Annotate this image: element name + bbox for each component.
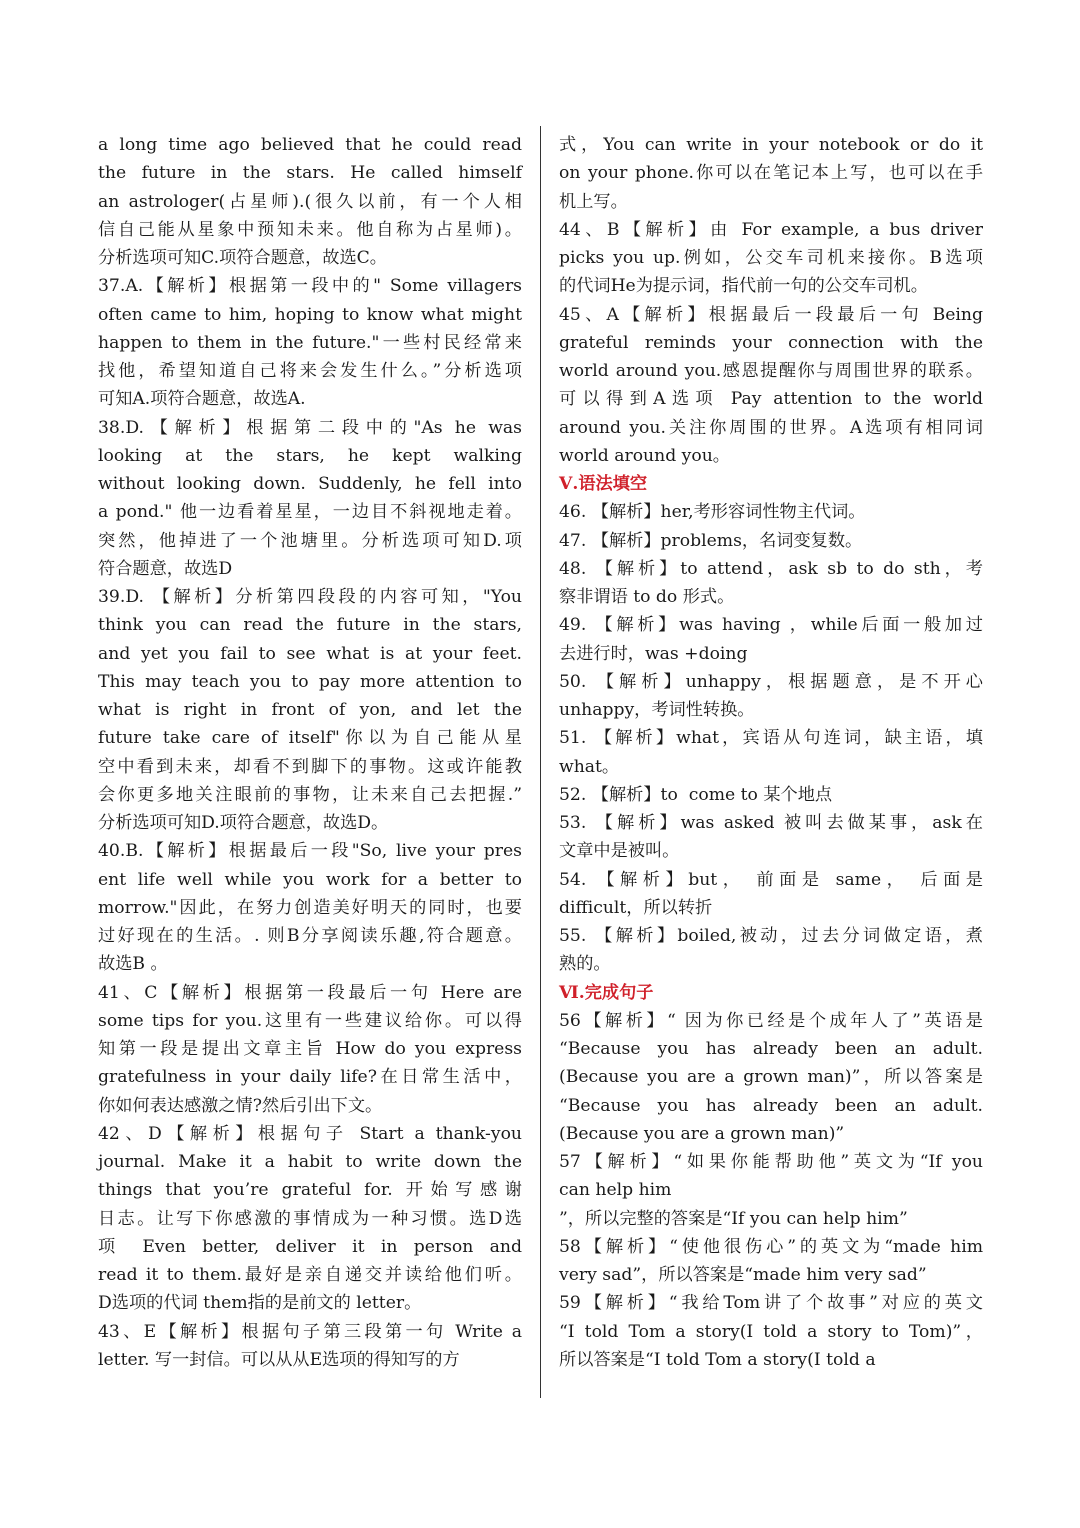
text-line: 51. 【解析】what，宾语从句连词，缺主语，填 [559, 728, 983, 749]
text-line: 信自己能从星象中预知未来。他自称为占星师)。 [98, 219, 522, 240]
text-line: 故选B 。 [98, 954, 168, 975]
text-line: a pond." 他一边看着星星，一边目不斜视地走着。 [98, 502, 522, 523]
text-line: world around you。 [559, 445, 730, 466]
text-line: looking at the stars, he kept walking [98, 445, 522, 466]
text-line: 去进行时，was +doing [559, 643, 748, 664]
text-line: 文章中是被叫。 [559, 841, 680, 862]
text-line: happen to them in the future."一些村民经常来 [98, 332, 522, 353]
text-line: 47. 【解析】problems，名词变复数。 [559, 530, 863, 551]
text-line: often came to him, hoping to know what might [98, 304, 522, 325]
text-line: an astrologer(占星师).(很久以前，有一个人相 [98, 191, 522, 212]
text-line: can help him [559, 1180, 672, 1201]
text-line: 52. 【解析】to come to 某个地点 [559, 784, 833, 805]
text-line: 所以答案是“I told Tom a story(I told a [559, 1349, 876, 1370]
text-line: world around you.感恩提醒你与周围世界的联系。 [559, 361, 983, 381]
text-line: 项 Even better, deliver it in person and [98, 1236, 522, 1257]
text-line: 找他，希望知道自己将来会发生什么。”分析选项 [98, 361, 522, 381]
text-line: what is right in front of yon, and let the [98, 700, 522, 720]
text-line: This may teach you to pay more attention to [98, 671, 522, 692]
text-line: a long time ago believed that he could read [98, 135, 522, 155]
text-line: “I told Tom a story(I told a story to Tom)”， [559, 1321, 983, 1342]
text-line: very sad”，所以答案是“made him very sad” [559, 1265, 927, 1285]
text-line: 58【解析】“使他很伤心”的英文为“made him [559, 1236, 983, 1257]
text-line: 熟的。 [559, 954, 611, 975]
text-line: 39.D. 【解析】分析第四段段的内容可知，"You [98, 587, 522, 607]
text-line: 55. 【解析】boiled,被动，过去分词做定语，煮 [559, 926, 983, 946]
text-line: 的代词He为提示词，指代前一句的公交车司机。 [559, 276, 928, 297]
text-line: what。 [559, 756, 620, 777]
text-line: around you.关注你周围的世界。A选项有相同词 [559, 417, 983, 438]
text-line: 59【解析】“我给Tom讲了个故事”对应的英文 [559, 1293, 983, 1314]
text-line: picks you up.例如，公交车司机来接你。B选项 [559, 248, 983, 268]
text-line: “Because you has already been an adult. [559, 1095, 983, 1116]
text-line: 43、E【解析】根据句子第三段第一句 Write a [98, 1321, 522, 1342]
text-line: 46. 【解析】her,考形容词性物主代词。 [559, 502, 866, 523]
text-line: 41、C【解析】根据第一段最后一句 Here are [98, 982, 522, 1003]
text-line: 你如何表达感激之情?然后引出下文。 [98, 1095, 383, 1116]
text-line: 察非谓语 to do 形式。 [559, 587, 735, 607]
text-line: and yet you fail to see what is at your feet. [98, 643, 522, 664]
text-line: 49. 【解析】was having ，while后面一般加过 [559, 615, 983, 636]
text-line: 可以得到A选项 Pay attention to the world [559, 389, 983, 410]
text-line: 40.B.【解析】根据最后一段"So, live your pres [98, 841, 522, 862]
section-heading: Ⅵ.完成句子 [559, 982, 654, 1003]
column-divider [540, 126, 541, 1398]
text-line: some tips for you.这里有一些建议给你。可以得 [98, 1010, 522, 1031]
text-line: ent life well while you work for a better to [98, 869, 522, 890]
text-line: think you can read the future in the stars, [98, 615, 522, 636]
text-line: 知第一段是提出文章主旨 How do you express [98, 1039, 522, 1059]
text-line: read it to them.最好是亲自递交并读给他们听。 [98, 1265, 522, 1285]
text-line: 38.D.【解析】根据第二段中的"As he was [98, 417, 522, 438]
text-line: 式，You can write in your notebook or do it [559, 135, 983, 155]
text-line: 会你更多地关注眼前的事物，让未来自己去把握.” [98, 784, 522, 805]
left-column [98, 131, 522, 1374]
text-line: grateful reminds your connection with the [559, 332, 983, 353]
text-line: journal. Make it a habit to write down the [98, 1152, 522, 1172]
text-line: unhappy，考词性转换。 [559, 700, 755, 720]
text-line: D选项的代词 them指的是前文的 letter。 [98, 1293, 422, 1314]
text-line: 37.A.【解析】根据第一段中的" Some villagers [98, 276, 522, 297]
text-line: on your phone.你可以在笔记本上写，也可以在手 [559, 163, 983, 184]
text-line: 50. 【解析】unhappy，根据题意，是不开心 [559, 671, 983, 692]
text-line: 空中看到未来，却看不到脚下的事物。这或许能教 [98, 756, 522, 777]
text-line: 44、B【解析】由 For example, a bus driver [559, 219, 983, 240]
section-heading: Ⅴ.语法填空 [559, 474, 648, 494]
text-line: 56【解析】“ 因为你已经是个成年人了”英语是 [559, 1010, 983, 1031]
text-line: 可知A.项符合题意，故选A. [98, 389, 306, 410]
text-line: 53. 【解析】was asked 被叫去做某事，ask在 [559, 813, 983, 833]
text-line: 48. 【解析】to attend，ask sb to do sth，考 [559, 558, 983, 579]
text-line: (Because you are a grown man)” [559, 1123, 845, 1144]
text-line: 机上写。 [559, 191, 628, 212]
right-column [559, 131, 983, 1374]
text-line: 42、D【解析】根据句子 Start a thank-you [98, 1123, 522, 1144]
text-line: difficult，所以转折 [559, 897, 713, 918]
text-line: 突然，他掉进了一个池塘里。分析选项可知D.项 [98, 530, 522, 551]
text-line: future take care of itself"你以为自己能从星 [98, 728, 522, 749]
text-line: 54. 【解析】but， 前面是 same， 后面是 [559, 869, 983, 890]
text-line: without looking down. Suddenly, he fell into [98, 474, 522, 494]
text-line: morrow."因此，在努力创造美好明天的同时，也要 [98, 897, 522, 918]
text-line: gratefulness in your daily life?在日常生活中， [98, 1067, 522, 1088]
text-line: “Because you has already been an adult. [559, 1039, 983, 1059]
text-line: 符合题意，故选D [98, 558, 233, 579]
text-line: 57【解析】“如果你能帮助他”英文为“If you [559, 1152, 983, 1172]
text-line: 过好现在的生活。. 则B分享阅读乐趣,符合题意。 [98, 926, 522, 946]
text-line: 45、A【解析】根据最后一段最后一句 Being [559, 304, 983, 325]
text-line: 分析选项可知C.项符合题意，故选C。 [98, 248, 387, 268]
text-line: letter. 写一封信。可以从从E选项的得知写的方 [98, 1349, 460, 1370]
text-line: 分析选项可知D.项符合题意，故选D。 [98, 813, 389, 833]
text-line: 日志。让写下你感激的事情成为一种习惯。选D选 [98, 1208, 522, 1229]
text-line: the future in the stars. He called himself [98, 163, 522, 184]
text-line: ”，所以完整的答案是“If you can help him” [559, 1208, 908, 1229]
text-line: (Because you are a grown man)”，所以答案是 [559, 1067, 983, 1088]
text-line: things that you’re grateful for. 开始写感谢 [98, 1180, 522, 1201]
